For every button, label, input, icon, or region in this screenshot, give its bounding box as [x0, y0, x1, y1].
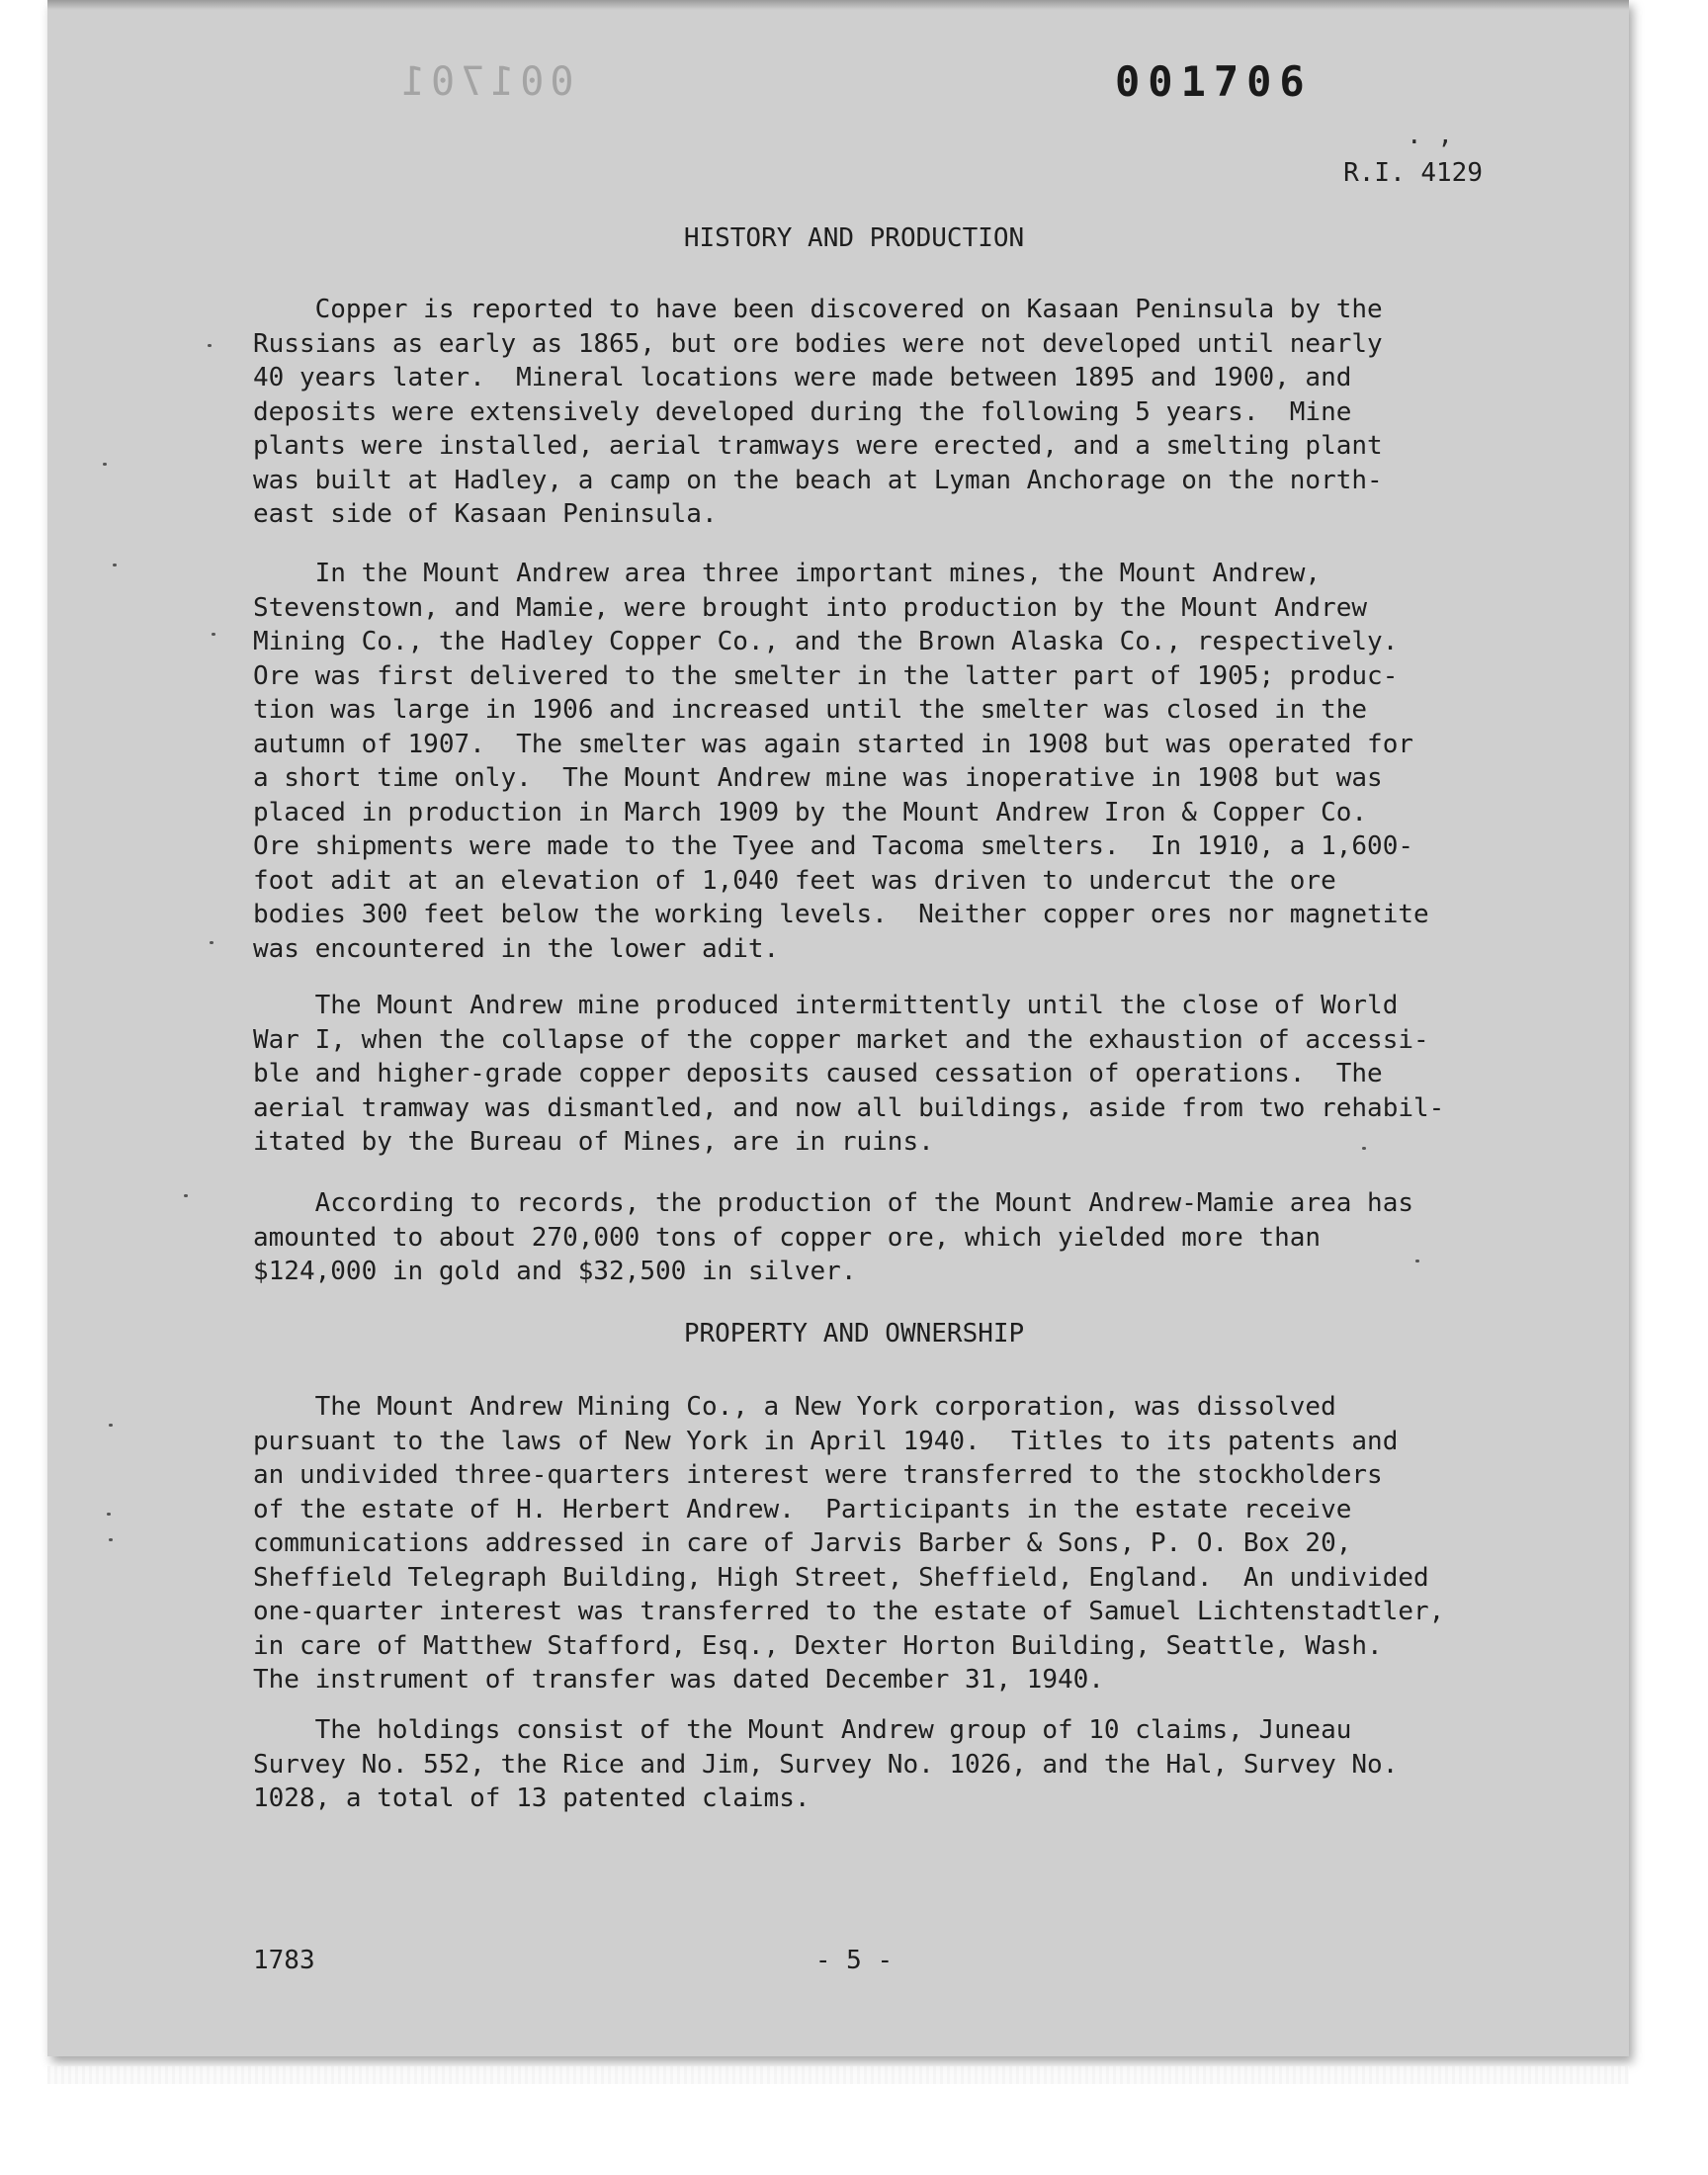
scan-speck [107, 1513, 111, 1516]
paragraph-production: According to records, the production of the Mount Andrew-Mamie area has amounted to about 270,000 tons of copper ore, which yielded more than $124,000 in gold and $32,500 in silver. [253, 1188, 1413, 1286]
scan-speck [1362, 1147, 1366, 1150]
history-heading: HISTORY AND PRODUCTION [683, 223, 1025, 253]
scan-speck [1415, 1260, 1419, 1262]
bleed-through-document-number: 001701 [395, 59, 574, 105]
scan-speck [109, 1424, 113, 1427]
scan-speck [212, 633, 215, 636]
report-marker: . , [1407, 121, 1453, 150]
document-number: 001706 [1115, 57, 1313, 106]
footer-reference-number: 1783 [253, 1946, 315, 1975]
scan-speck [210, 941, 214, 944]
paragraph-ownership: The Mount Andrew Mining Co., a New York corporation, was dissolved pursuant to the laws of New York in April 1940. Titles to its patents and an undivided three-quarters interest were transferred to the stockholders of the estate of H. Herbert Andrew. Participants in the estate receive communications addressed in care of Jarvis Barber & Sons, P. O. Box 20, Sheffield Telegraph Building, High Street, Sheffield, England. An undivided one-quarter interest was transferred to the estate of Samuel Lichtenstadtler, in care of Matthew Stafford, Esq., Dexter Horton Building, Seattle, Wash. The instrument of transfer was dated December 31, 1940. [253, 1392, 1445, 1695]
scan-edge-strip [47, 2066, 1629, 2084]
paragraph-mines: In the Mount Andrew area three important mines, the Mount Andrew, Stevenstown, and Mamie, were brought into production by the Mount Andrew Mining Co., the Hadley Copper Co., and the Brown Alaska Co., respectively. Ore was first delivered to the smelter in the latter part of 1905; produc- tion was large in 1906 and increased until the smelter was closed in the autumn of 1907. The smelter was again started in 1908 but was operated for a short time only. The Mount Andrew mine was inoperative in 1908 but was placed in production in March 1909 by the Mount Andrew Iron & Copper Co. Ore shipments were made to the Tyee and Tacoma smelters. In 1910, a 1,600- foot adit at an elevation of 1,040 feet was driven to undercut the ore bodies 300 feet below the working levels. Neither copper ores nor magnetite was encountered in the lower adit. [253, 559, 1429, 964]
page-number: - 5 - [814, 1946, 894, 1975]
paragraph-discovery: Copper is reported to have been discovered on Kasaan Peninsula by the Russians as early as 1865, but ore bodies were not developed until nearly 40 years later. Mineral locations were made between 1895 and 1900, and deposits were extensively developed during the following 5 years. Mine plants were installed, aerial tramways were erected, and a smelting plant was built at Hadley, a camp on the beach at Lyman Anchorage on the north- east side of Kasaan Peninsula. [253, 295, 1383, 529]
scan-speck [184, 1194, 188, 1197]
property-heading: PROPERTY AND OWNERSHIP [683, 1319, 1025, 1348]
paragraph-holdings: The holdings consist of the Mount Andrew group of 10 claims, Juneau Survey No. 552, the Rice and Jim, Survey No. 1026, and the Hal, Survey No. 1028, a total of 13 patented claims. [253, 1715, 1399, 1813]
paragraph-closure: The Mount Andrew mine produced intermittently until the close of World War I, when the collapse of the copper market and the exhaustion of accessi- ble and higher-grade copper deposits caused cessation of operations. The aerial tramway was dismantled, and now all buildings, aside from two rehabil- itated by the Bureau of Mines, are in ruins. [253, 991, 1445, 1157]
page-top-shadow [47, 0, 1629, 10]
scan-speck [103, 463, 107, 466]
scan-speck [208, 344, 212, 347]
scan-speck [113, 564, 117, 566]
scan-speck [109, 1538, 113, 1541]
report-id: R.I. 4129 [1343, 158, 1483, 188]
